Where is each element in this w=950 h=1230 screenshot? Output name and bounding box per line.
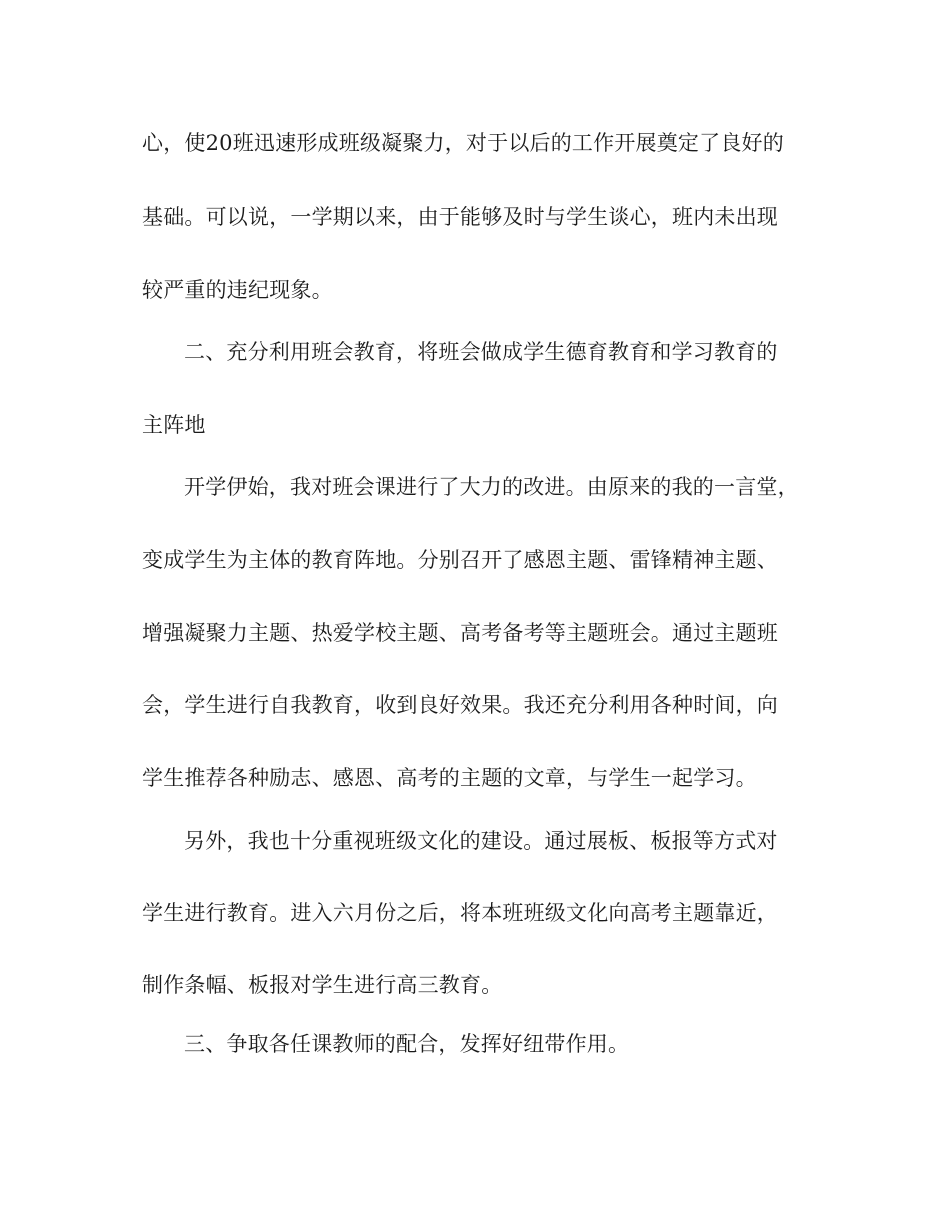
text-line: 会，学生进行自我教育，收到良好效果。我还充分利用各种时间，向	[142, 693, 778, 717]
text-line: 增强凝聚力主题、热爱学校主题、高考备考等主题班会。通过主题班	[142, 621, 778, 645]
text-line: 较严重的违纪现象。	[142, 278, 333, 302]
text-line: 开学伊始，我对班会课进行了大力的改进。由原来的我的一言堂，	[184, 475, 799, 499]
section-heading-2: 二、充分利用班会教育，将班会做成学生德育教育和学习教育的	[184, 340, 778, 364]
section-heading-2-cont: 主阵地	[142, 413, 206, 437]
text-line: 制作条幅、板报对学生进行高三教育。	[142, 973, 503, 997]
section-heading-3: 三、争取各任课教师的配合，发挥好纽带作用。	[184, 1032, 630, 1056]
text-line: 基础。可以说，一学期以来，由于能够及时与学生谈心，班内未出现	[142, 205, 778, 229]
text-line: 变成学生为主体的教育阵地。分别召开了感恩主题、雷锋精神主题、	[142, 548, 778, 572]
text-line: 学生进行教育。进入六月份之后，将本班班级文化向高考主题靠近，	[142, 901, 778, 925]
text-line: 心，使20班迅速形成班级凝聚力，对于以后的工作开展奠定了良好的	[142, 131, 784, 155]
text-line: 另外，我也十分重视班级文化的建设。通过展板、板报等方式对	[184, 829, 778, 853]
text-line: 学生推荐各种励志、感恩、高考的主题的文章，与学生一起学习。	[142, 766, 757, 790]
